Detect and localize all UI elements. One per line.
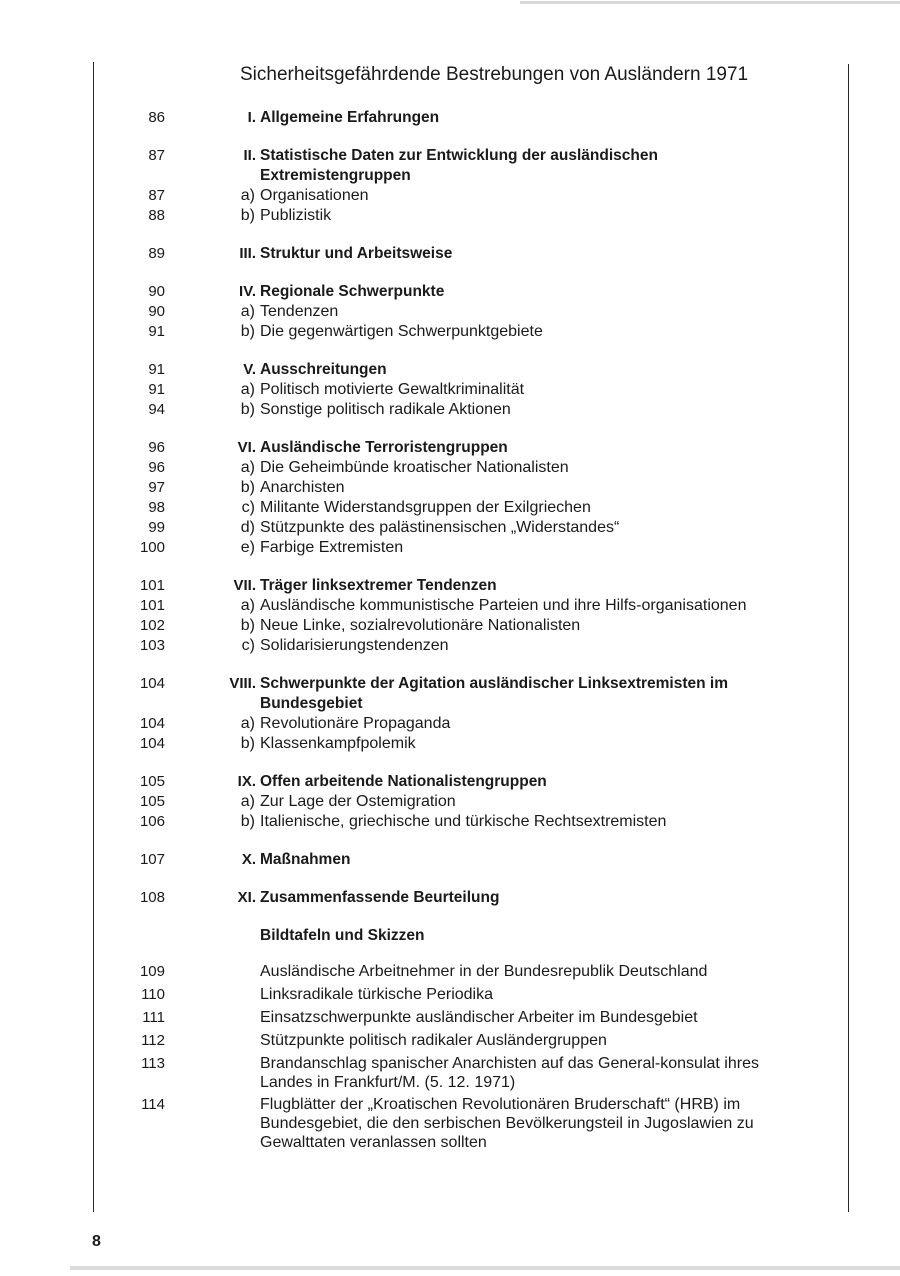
section-numeral: X.	[241, 851, 256, 868]
subsection-letter: b)	[240, 617, 255, 634]
section-heading-row	[0, 850, 900, 870]
subsection-text: Sonstige politisch radikale Aktionen	[260, 401, 511, 418]
section-page-number: 87	[148, 147, 165, 164]
subsection-letter: a)	[240, 459, 255, 476]
subsection-page-number: 106	[139, 813, 165, 830]
subsection-letter: c)	[241, 499, 255, 516]
subsection-row	[0, 322, 900, 342]
toc-section	[0, 850, 900, 870]
subsection-letter: b)	[240, 401, 255, 418]
subsection-page-number: 100	[139, 539, 165, 556]
picture-page-number: 113	[141, 1055, 165, 1072]
subsection-page-number: 98	[148, 499, 165, 516]
subsection-letter: b)	[240, 735, 255, 752]
section-heading-row	[0, 244, 900, 264]
section-page-number: 96	[148, 439, 165, 456]
pictures-heading: Bildtafeln und Skizzen	[260, 927, 425, 944]
toc-section	[0, 888, 900, 908]
subsection-page-number: 103	[139, 637, 165, 654]
subsection-text: Anarchisten	[260, 479, 345, 496]
section-numeral: IX.	[237, 773, 256, 790]
picture-page-number: 114	[141, 1096, 165, 1113]
subsection-text: Italienische, griechische und türkische Rechtsextremisten	[260, 813, 667, 830]
section-heading: Schwerpunkte der Agitation ausländischer Linksextremisten im Bundesgebiet	[260, 675, 728, 712]
subsection-letter: b)	[240, 479, 255, 496]
toc-section	[0, 146, 900, 226]
subsection-page-number: 102	[139, 617, 165, 634]
section-heading: Ausschreitungen	[260, 361, 387, 378]
picture-row	[0, 962, 900, 982]
section-numeral: III.	[239, 245, 256, 262]
picture-caption: Linksradikale türkische Periodika	[260, 986, 493, 1003]
section-heading: Regionale Schwerpunkte	[260, 283, 445, 300]
section-page-number: 105	[139, 773, 165, 790]
picture-caption: Stützpunkte politisch radikaler Ausländergruppen	[260, 1032, 607, 1049]
section-numeral: VIII.	[229, 675, 256, 692]
section-heading-row	[0, 438, 900, 458]
subsection-text: Zur Lage der Ostemigration	[260, 793, 456, 810]
section-page-number: 91	[148, 361, 165, 378]
subsection-text: Organisationen	[260, 187, 369, 204]
subsection-row	[0, 734, 900, 754]
subsection-page-number: 99	[148, 519, 165, 536]
table-of-contents	[0, 108, 900, 1155]
subsection-text: Klassenkampfpolemik	[260, 735, 416, 752]
subsection-letter: a)	[240, 793, 255, 810]
toc-section	[0, 576, 900, 656]
section-page-number: 86	[148, 109, 165, 126]
subsection-row	[0, 302, 900, 322]
section-heading: Zusammenfassende Beurteilung	[260, 889, 500, 906]
section-heading: Struktur und Arbeitsweise	[260, 245, 453, 262]
subsection-text: Politisch motivierte Gewaltkriminalität	[260, 381, 525, 398]
section-heading: Ausländische Terroristengruppen	[260, 439, 508, 456]
section-heading-row	[0, 576, 900, 596]
toc-section	[0, 772, 900, 832]
subsection-page-number: 90	[148, 303, 165, 320]
section-numeral: VI.	[237, 439, 256, 456]
picture-caption: Einsatzschwerpunkte ausländischer Arbeiter im Bundesgebiet	[260, 1009, 698, 1026]
picture-caption: Ausländische Arbeitnehmer in der Bundesrepublik Deutschland	[260, 963, 708, 980]
subsection-row	[0, 812, 900, 832]
section-page-number: 108	[139, 889, 165, 906]
subsection-letter: a)	[240, 303, 255, 320]
subsection-letter: c)	[241, 637, 255, 654]
subsection-letter: b)	[240, 207, 255, 224]
toc-section	[0, 438, 900, 558]
section-numeral: II.	[243, 147, 256, 164]
subsection-letter: a)	[240, 715, 255, 732]
subsection-page-number: 94	[148, 401, 165, 418]
picture-row	[0, 1031, 900, 1051]
section-heading-row	[0, 282, 900, 302]
picture-caption: Flugblätter der „Kroatischen Revolutionären Bruderschaft“ (HRB) im Bundesgebiet, die den serbischen Bevölkerungsteil in Jugoslawien zu Gewalttaten veranlassen sollten	[260, 1096, 754, 1151]
subsection-text: Ausländische kommunistische Parteien und ihre Hilfs-organisationen	[260, 597, 747, 614]
subsection-page-number: 104	[139, 735, 165, 752]
toc-section	[0, 674, 900, 754]
page-number: 8	[92, 1233, 101, 1250]
picture-page-number: 112	[141, 1032, 165, 1049]
subsection-page-number: 91	[148, 381, 165, 398]
subsection-letter: d)	[240, 519, 255, 536]
section-page-number: 90	[148, 283, 165, 300]
subsection-text: Neue Linke, sozialrevolutionäre Nationalisten	[260, 617, 581, 634]
picture-row	[0, 1054, 900, 1092]
subsection-text: Die gegenwärtigen Schwerpunktgebiete	[260, 323, 543, 340]
section-heading: Träger linksextremer Tendenzen	[260, 577, 497, 594]
picture-row	[0, 985, 900, 1005]
subsection-row	[0, 186, 900, 206]
section-page-number: 101	[139, 577, 165, 594]
subsection-text: Farbige Extremisten	[260, 539, 404, 556]
subsection-row	[0, 400, 900, 420]
section-heading-row	[0, 674, 900, 714]
subsection-page-number: 88	[148, 207, 165, 224]
subsection-letter: a)	[240, 597, 255, 614]
subsection-row	[0, 714, 900, 734]
scan-edge-bottom	[70, 1266, 900, 1270]
picture-page-number: 109	[139, 963, 165, 980]
subsection-row	[0, 538, 900, 558]
section-numeral: VII.	[233, 577, 256, 594]
subsection-text: Stützpunkte des palästinensischen „Widerstandes“	[260, 519, 620, 536]
section-heading: Statistische Daten zur Entwicklung der ausländischen Extremistengruppen	[260, 147, 658, 184]
scan-edge-top	[520, 1, 900, 4]
section-heading-row	[0, 888, 900, 908]
subsection-page-number: 97	[148, 479, 165, 496]
toc-section	[0, 360, 900, 420]
section-heading: Allgemeine Erfahrungen	[260, 109, 440, 126]
section-numeral: V.	[243, 361, 256, 378]
subsection-letter: b)	[240, 813, 255, 830]
section-heading: Maßnahmen	[260, 851, 351, 868]
subsection-text: Publizistik	[260, 207, 332, 224]
subsection-row	[0, 380, 900, 400]
section-numeral: XI.	[237, 889, 256, 906]
subsection-letter: b)	[240, 323, 255, 340]
subsection-row	[0, 458, 900, 478]
picture-row	[0, 1095, 900, 1152]
page-title: Sicherheitsgefährdende Bestrebungen von Ausländern 1971	[240, 64, 749, 85]
section-page-number: 104	[139, 675, 165, 692]
subsection-text: Tendenzen	[260, 303, 339, 320]
toc-section	[0, 282, 900, 342]
subsection-text: Militante Widerstandsgruppen der Exilgriechen	[260, 499, 591, 516]
section-heading-row	[0, 108, 900, 128]
section-page-number: 89	[148, 245, 165, 262]
picture-page-number: 111	[142, 1009, 165, 1026]
picture-page-number: 110	[141, 986, 165, 1003]
subsection-page-number: 91	[148, 323, 165, 340]
subsection-page-number: 96	[148, 459, 165, 476]
subsection-page-number: 101	[139, 597, 165, 614]
section-heading-row	[0, 772, 900, 792]
section-heading: Offen arbeitende Nationalistengruppen	[260, 773, 547, 790]
section-numeral: I.	[247, 109, 256, 126]
subsection-page-number: 105	[139, 793, 165, 810]
subsection-text: Revolutionäre Propaganda	[260, 715, 451, 732]
section-heading-row	[0, 360, 900, 380]
subsection-row	[0, 636, 900, 656]
subsection-page-number: 87	[148, 187, 165, 204]
subsection-letter: a)	[240, 187, 255, 204]
subsection-letter: e)	[240, 539, 255, 556]
subsection-row	[0, 518, 900, 538]
subsection-text: Die Geheimbünde kroatischer Nationalisten	[260, 459, 569, 476]
subsection-row	[0, 478, 900, 498]
subsection-row	[0, 596, 900, 616]
subsection-letter: a)	[240, 381, 255, 398]
subsection-row	[0, 206, 900, 226]
subsection-page-number: 104	[139, 715, 165, 732]
subsection-row	[0, 792, 900, 812]
subsection-row	[0, 498, 900, 518]
section-heading-row	[0, 146, 900, 186]
picture-caption: Brandanschlag spanischer Anarchisten auf das General-konsulat ihres Landes in Frankfurt/M. (5. 12. 1971)	[260, 1055, 759, 1091]
toc-section	[0, 108, 900, 128]
subsection-row	[0, 616, 900, 636]
toc-section	[0, 244, 900, 264]
section-numeral: IV.	[239, 283, 256, 300]
picture-row	[0, 1008, 900, 1028]
section-page-number: 107	[139, 851, 165, 868]
subsection-text: Solidarisierungstendenzen	[260, 637, 449, 654]
